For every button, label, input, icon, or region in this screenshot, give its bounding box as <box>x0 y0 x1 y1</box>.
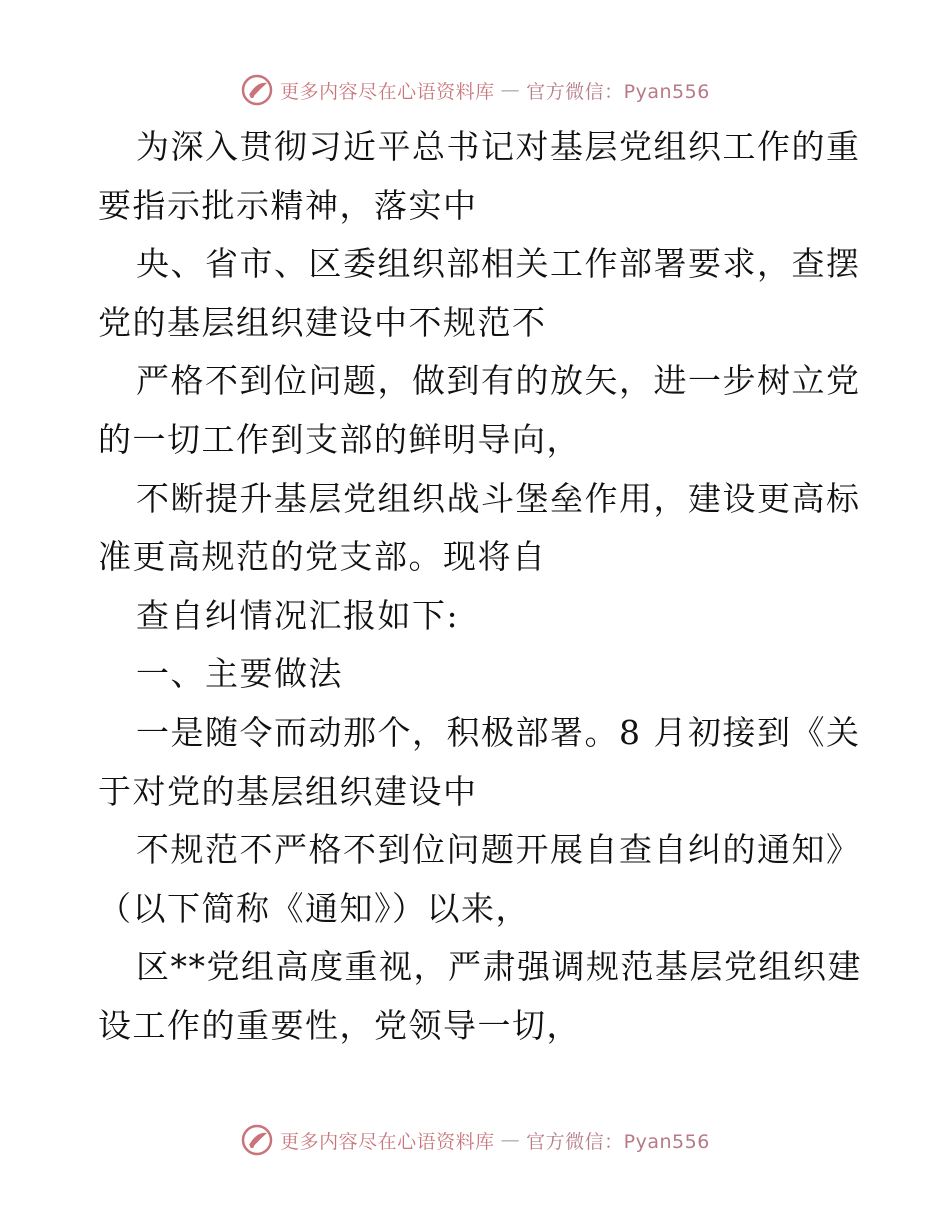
watermark-text: 更多内容尽在心语资料库 <box>280 1130 495 1153</box>
footer-watermark <box>0 1120 950 1160</box>
text-line: 于对党的基层组织建设中 <box>98 771 478 811</box>
text-line: 为深入贯彻习近平总书记对基层党组织工作的重 <box>136 127 861 166</box>
text-line: 一是随令而动那个，积极部署。8 月初接到《关 <box>136 712 861 752</box>
section-heading: 一、主要做法 <box>136 654 343 694</box>
brand-logo-icon <box>240 73 274 107</box>
watermark-separator: — <box>500 79 521 101</box>
text-line: 区**党组高度重视，严肃强调规范基层党组织建 <box>136 947 862 987</box>
text-line: 准更高规范的党支部。现将自 <box>98 537 547 577</box>
text-line: 要指示批示精神，落实中 <box>98 185 478 225</box>
document-body <box>98 118 862 1056</box>
text-line: 严格不到位问题，做到有的放矢，进一步树立党 <box>136 361 861 401</box>
text-line: 党的基层组织建设中不规范不 <box>98 302 547 342</box>
text-line: 查自纠情况汇报如下: <box>136 595 460 635</box>
text-line: 的一切工作到支部的鲜明导向， <box>98 419 581 459</box>
text-line: 不规范不严格不到位问题开展自查自纠的通知》 <box>136 830 861 870</box>
watermark-separator: — <box>500 1129 521 1151</box>
text-line: 央、省市、区委组织部相关工作部署要求，查摆 <box>136 244 861 284</box>
watermark-wechat: 官方微信：Pyan556 <box>526 80 710 103</box>
text-line: （以下简称《通知》）以来， <box>98 888 530 928</box>
watermark-text: 更多内容尽在心语资料库 <box>280 80 495 103</box>
text-line: 不断提升基层党组织战斗堡垒作用，建设更高标 <box>136 478 861 518</box>
brand-logo-icon <box>240 1123 274 1157</box>
watermark-wechat: 官方微信：Pyan556 <box>526 1130 710 1153</box>
text-line: 设工作的重要性，党领导一切， <box>98 1005 581 1045</box>
header-watermark <box>0 70 950 110</box>
